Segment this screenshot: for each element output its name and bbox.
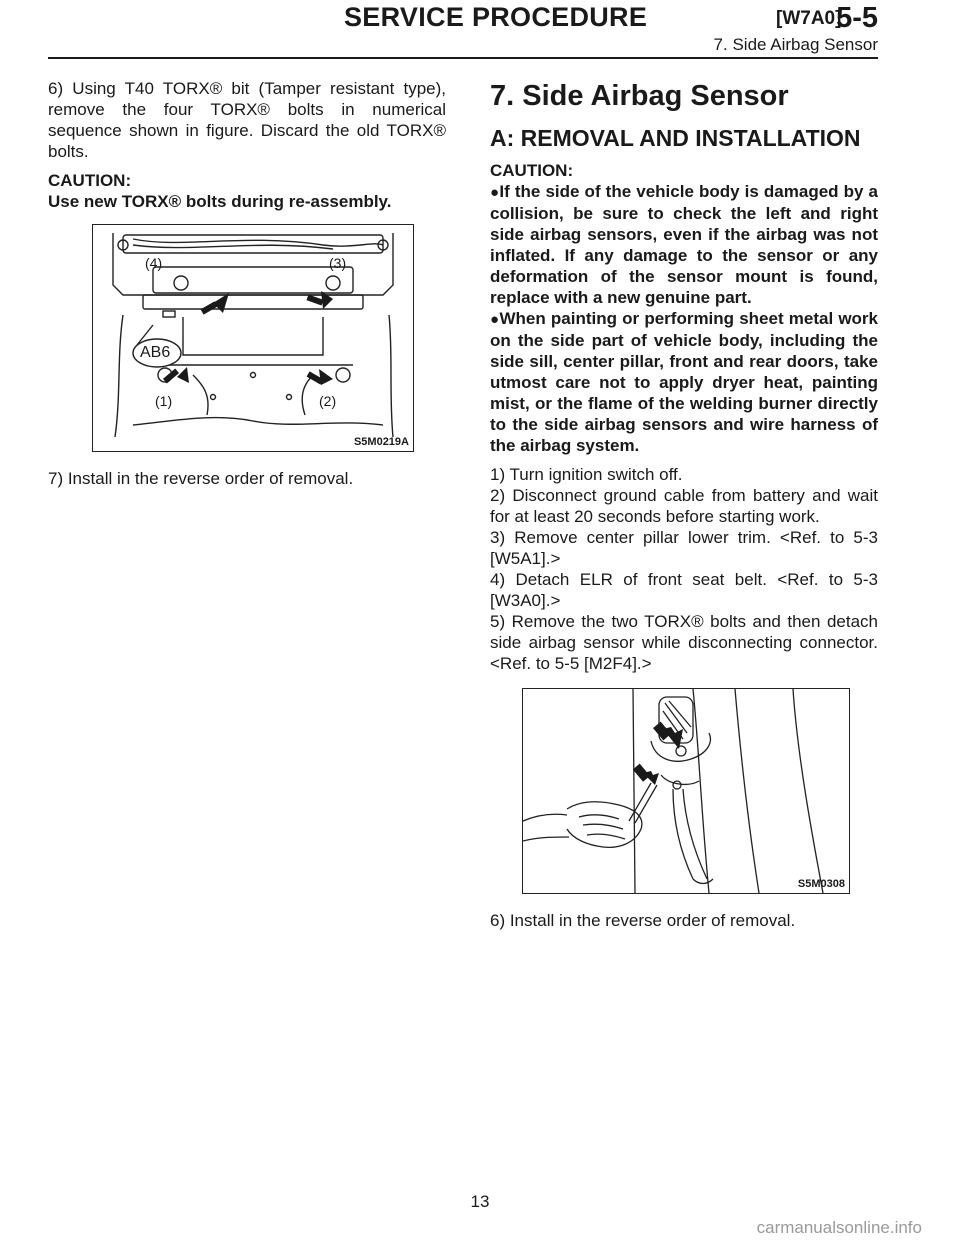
caution-title: CAUTION: [48,171,132,190]
label-bolt-1: (1) [155,393,173,409]
step-6-text: 6) Install in the reverse order of removal. [490,911,796,930]
step-7-text: 7) Install in the reverse order of removal. [48,469,354,488]
bullet-icon: ● [490,184,500,201]
right-column [490,78,878,931]
header-title: SERVICE PROCEDURE [344,2,648,32]
header-rule [48,57,878,59]
caution-title: CAUTION: [490,161,574,180]
bolt-sequence-illustration [93,225,413,451]
header-subtitle: 7. Side Airbag Sensor [713,35,878,54]
watermark-text: carmanualsonline.info [756,1218,922,1237]
label-bolt-2: (2) [319,393,337,409]
section-heading: 7. Side Airbag Sensor [490,80,789,112]
figure-bolt-sequence [92,224,414,452]
step-2-text: 2) Disconnect ground cable from battery and wait for at least 20 seconds before starting work. [490,486,878,526]
caution-item-text: When painting or performing sheet metal work on the side part of vehicle body, including the side sill, center pillar, front and rear doors, take utmost care not to apply dryer heat, painting mist, or the flame of the welding burner directly to the side airbag sensors and wire harness of the airbag system. [490,309,878,455]
step-6-text: 6) Using T40 TORX® bit (Tamper resistant type), remove the four TORX® bolts in numerical sequence shown in figure. Discard the old TORX® bolts. [48,79,446,161]
caution-item-2 [490,308,878,456]
page-header [0,0,960,62]
subsection-heading: A: REMOVAL AND INSTALLATION [490,125,861,151]
caution-text: Use new TORX® bolts during re-assembly. [48,192,392,211]
header-code: [W7A0] [776,8,842,29]
figure-caption: S5M0219A [353,436,409,448]
label-bolt-3: (3) [329,255,347,271]
step-5-text: 5) Remove the two TORX® bolts and then detach side airbag sensor while disconnecting connector. <Ref. to 5-5 [M2F4].> [490,612,878,673]
label-ab6: AB6 [140,344,171,361]
caution-item-text: If the side of the vehicle body is damaged by a collision, be sure to check the left and right side airbag sensors, even if the airbag was not inflated. If any damage to the sensor or any deformation of the sensor mount is found, replace with a new genuine part. [490,182,878,307]
label-bolt-4: (4) [145,255,163,271]
left-column [48,78,446,489]
figure-caption: S5M0308 [797,878,845,890]
step-1-text: 1) Turn ignition switch off. [490,465,683,484]
bullet-icon: ● [490,311,500,328]
step-3-text: 3) Remove center pillar lower trim. <Ref. to 5-3 [W5A1].> [490,528,878,568]
header-section: 5-5 [836,2,878,34]
caution-item-1 [490,181,878,308]
side-sensor-illustration [523,689,849,893]
step-4-text: 4) Detach ELR of front seat belt. <Ref. to 5-3 [W3A0].> [490,570,878,610]
page-number: 13 [470,1192,490,1211]
figure-side-sensor [522,688,850,894]
